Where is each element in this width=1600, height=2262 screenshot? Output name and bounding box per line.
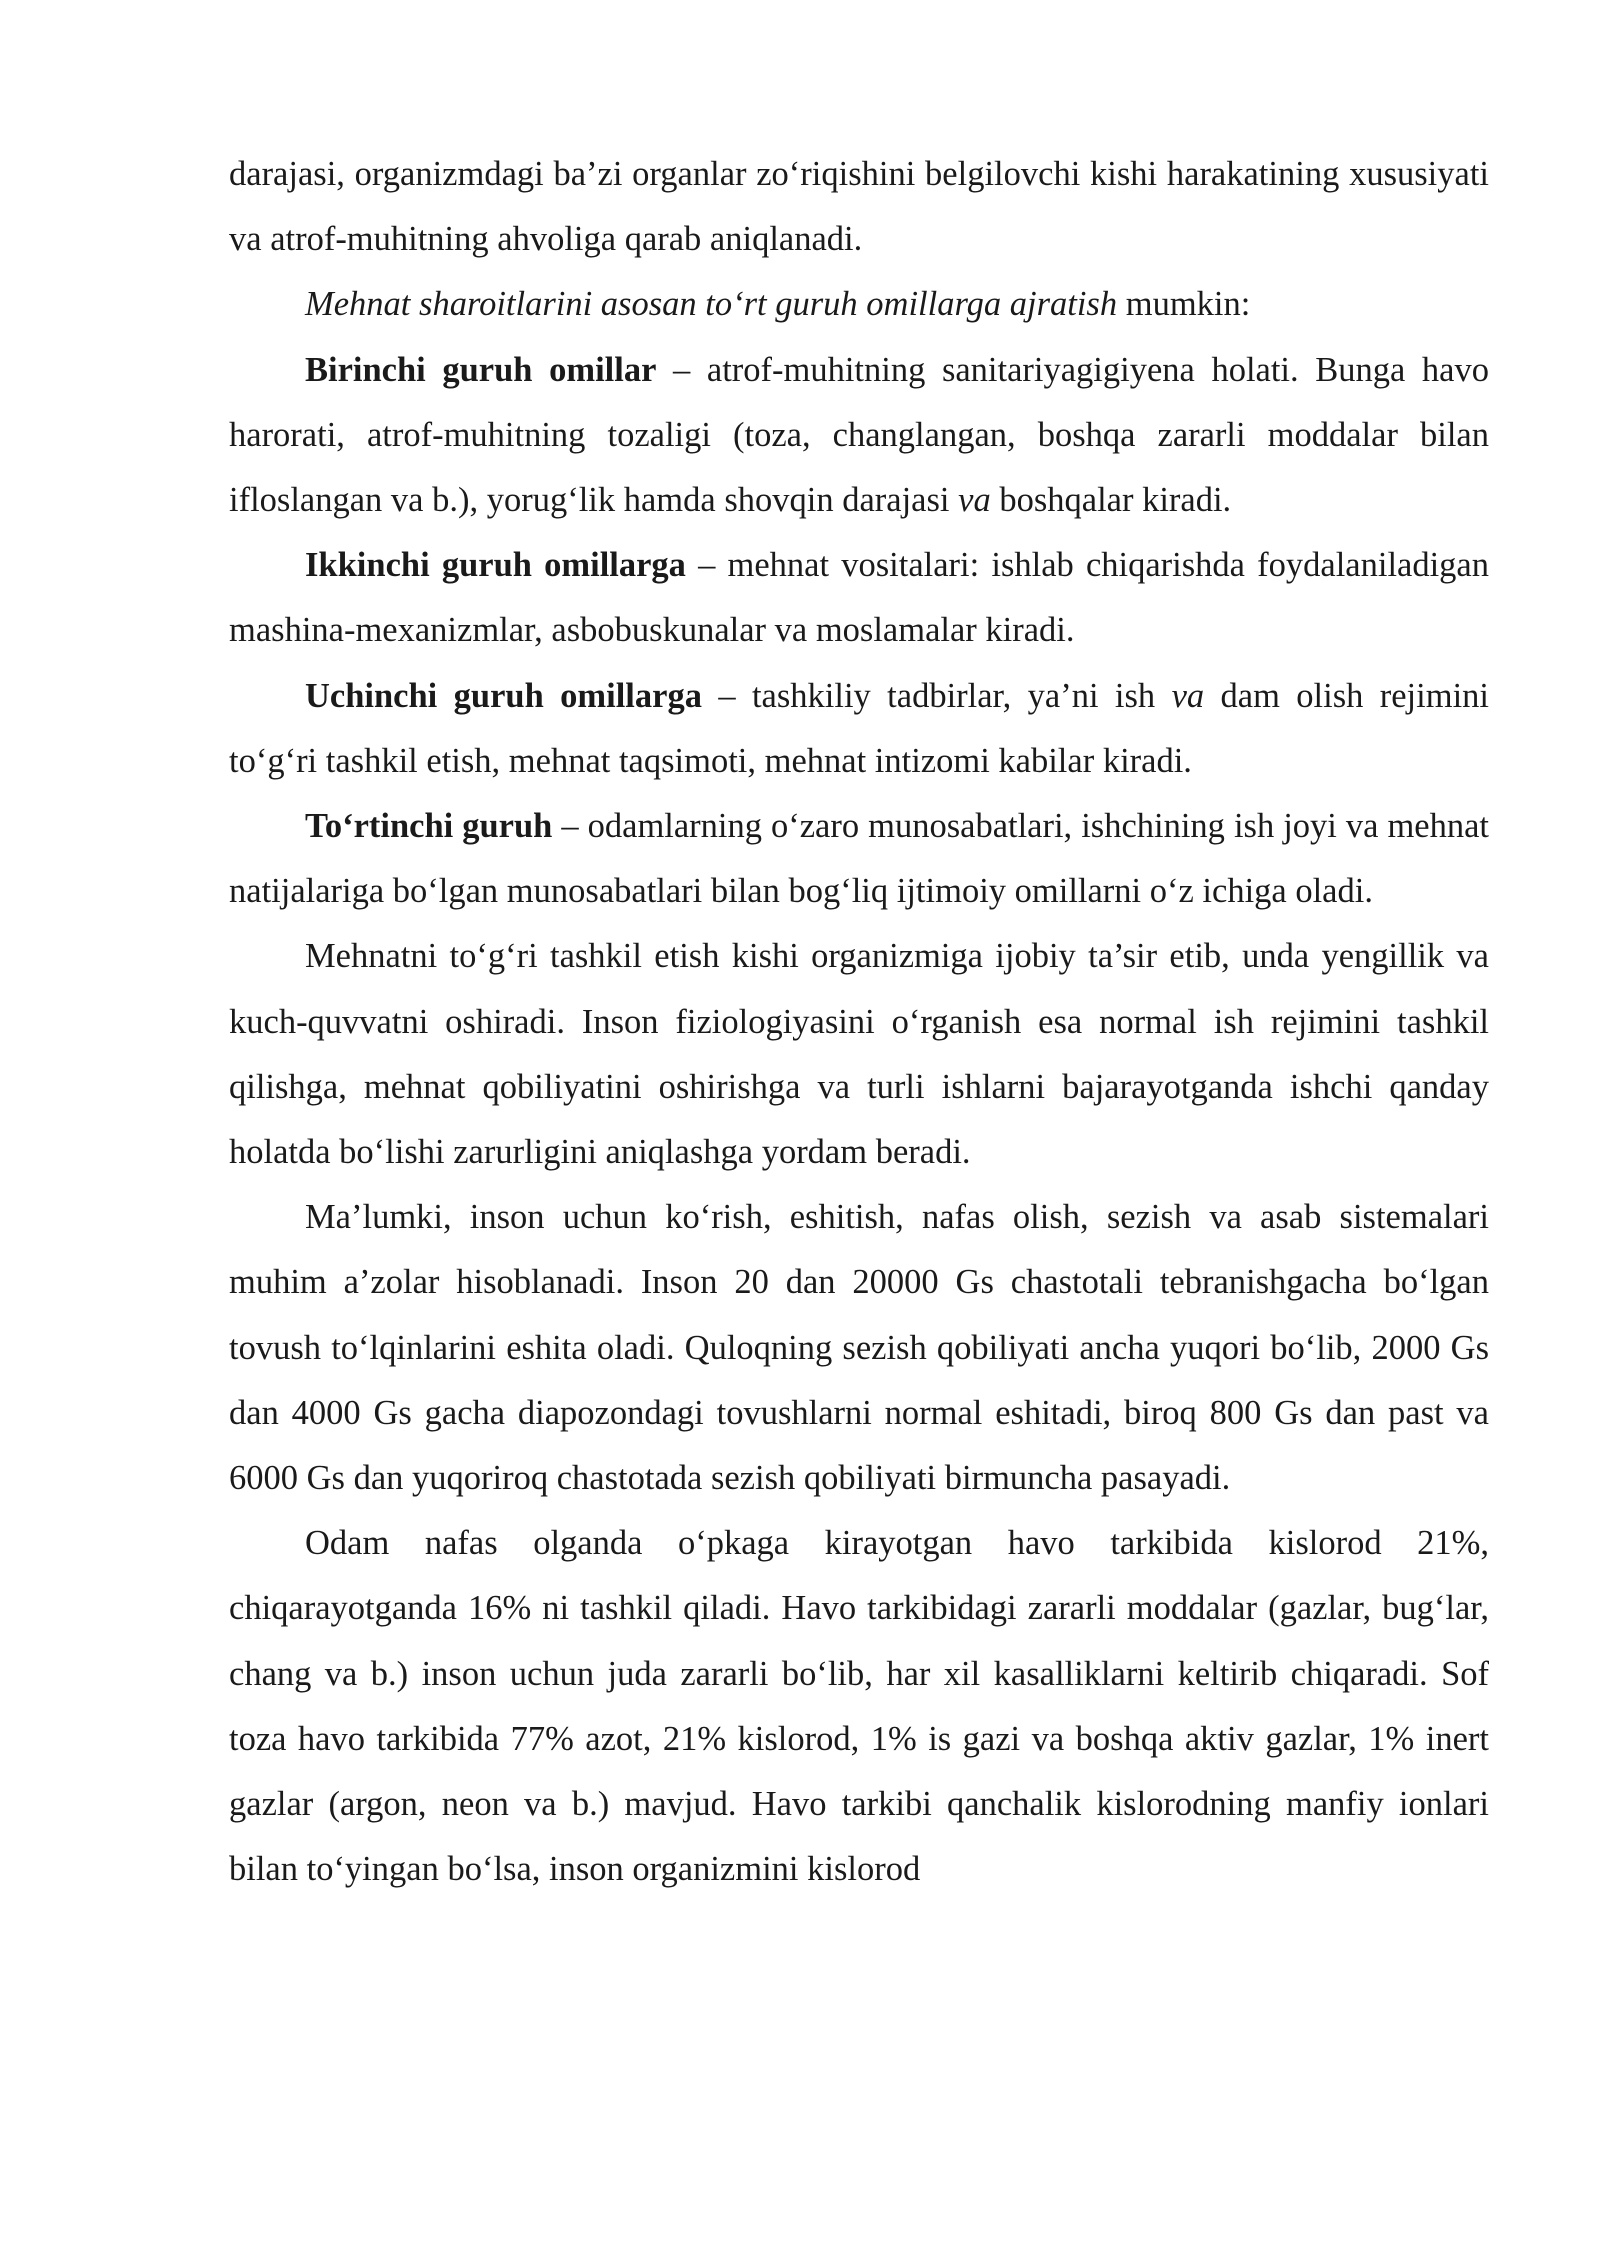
third-group-text-end: dam olish rejimini to‘g‘ri tashkil etish, mehnat taqsimoti, mehnat intizomi kabilar kiradi. [229, 676, 1489, 780]
third-group-italic: va [1171, 676, 1205, 715]
fourth-group-text: – odamlarning o‘zaro munosabatlari, ishchining ish joyi va mehnat natijalariga bo‘lgan munosabatlari bilan bog‘liq ijtimoiy omillarni o‘z ichiga oladi. [229, 807, 1489, 911]
fourth-group-heading: To‘rtinchi guruh [305, 807, 553, 846]
paragraph-text: Odam nafas olganda o‘pkaga kirayotgan havo tarkibida kislorod 21%, chiqarayotganda 16% ni tashkil qiladi. Havo tarkibidagi zararli moddalar (gazlar, bug‘lar, chang va b.) inson uchun juda zararli bo‘lib, har xil kasalliklarni keltirib chiqaradi. Sof toza havo tarkibida 77% azot, 21% kislorod, 1% is gazi va boshqa aktiv gazlar, 1% inert gazlar (argon, neon va b.) mavjud. Havo tarkibi qanchalik kislorodning manfiy ionlari bilan to‘yingan bo‘lsa, inson organizmini kislorod [229, 1524, 1489, 1889]
paragraph-intro [229, 272, 1489, 337]
paragraph-second-group [229, 533, 1489, 663]
first-group-heading: Birinchi guruh omillar [305, 350, 657, 389]
paragraph-text: Mehnatni to‘g‘ri tashkil etish kishi organizmiga ijobiy ta’sir etib, unda yengillik va kuch-quvvatni oshiradi. Inson fiziologiyasini o‘rganish esa normal ish rejimini tashkil qilishga, mehnat qobiliyatini oshirishga va turli ishlarni bajarayotganda ishchi qanday holatda bo‘lishi zarurligini aniqlashga yordam beradi. [229, 937, 1489, 1172]
third-group-heading: Uchinchi guruh omillarga [305, 676, 702, 715]
first-group-italic: va [958, 481, 991, 520]
intro-italic-text: Mehnat sharoitlarini asosan to‘rt guruh omillarga ajratish [305, 285, 1118, 324]
first-group-text: – atrof-muhitning sanitariyagigiyena holati. Bunga havo harorati, atrof-muhitning tozaligi (toza, changlangan, boshqa zararli moddalar bilan ifloslangan va b.), yorug‘lik hamda shovqin darajasi [229, 350, 1489, 520]
paragraph-work-organization [229, 924, 1489, 1185]
paragraph-senses [229, 1185, 1489, 1511]
paragraph-continuation [229, 142, 1489, 272]
paragraph-text: Ma’lumki, inson uchun ko‘rish, eshitish, nafas olish, sezish va asab sistemalari muhim a’zolar hisoblanadi. Inson 20 dan 20000 Gs chastotali tebranishgacha bo‘lgan tovush to‘lqinlarini eshita oladi. Quloqning sezish qobiliyati ancha yuqori bo‘lib, 2000 Gs dan 4000 Gs gacha diapozondagi tovushlarni normal eshitadi, biroq 800 Gs dan past va 6000 Gs dan yuqoriroq chastotada sezish qobiliyati birmuncha pasayadi. [229, 1198, 1489, 1498]
intro-text: mumkin: [1117, 285, 1251, 324]
paragraph-text: darajasi, organizmdagi ba’zi organlar zo‘riqishini belgilovchi kishi harakatining xususiyati va atrof-muhitning ahvoliga qarab aniqlanadi. [229, 155, 1489, 259]
first-group-text-end: boshqalar kiradi. [990, 481, 1232, 520]
paragraph-first-group [229, 338, 1489, 534]
second-group-heading: Ikkinchi guruh omillarga [305, 546, 686, 585]
paragraph-air-composition [229, 1511, 1489, 1902]
paragraph-third-group [229, 664, 1489, 794]
document-page [229, 142, 1489, 1902]
second-group-text: – mehnat vositalari: ishlab chiqarishda foydalaniladigan mashina-mexanizmlar, asbobuskunalar va moslamalar kiradi. [229, 546, 1489, 650]
paragraph-fourth-group [229, 794, 1489, 924]
third-group-text: – tashkiliy tadbirlar, ya’ni ish [701, 676, 1172, 715]
